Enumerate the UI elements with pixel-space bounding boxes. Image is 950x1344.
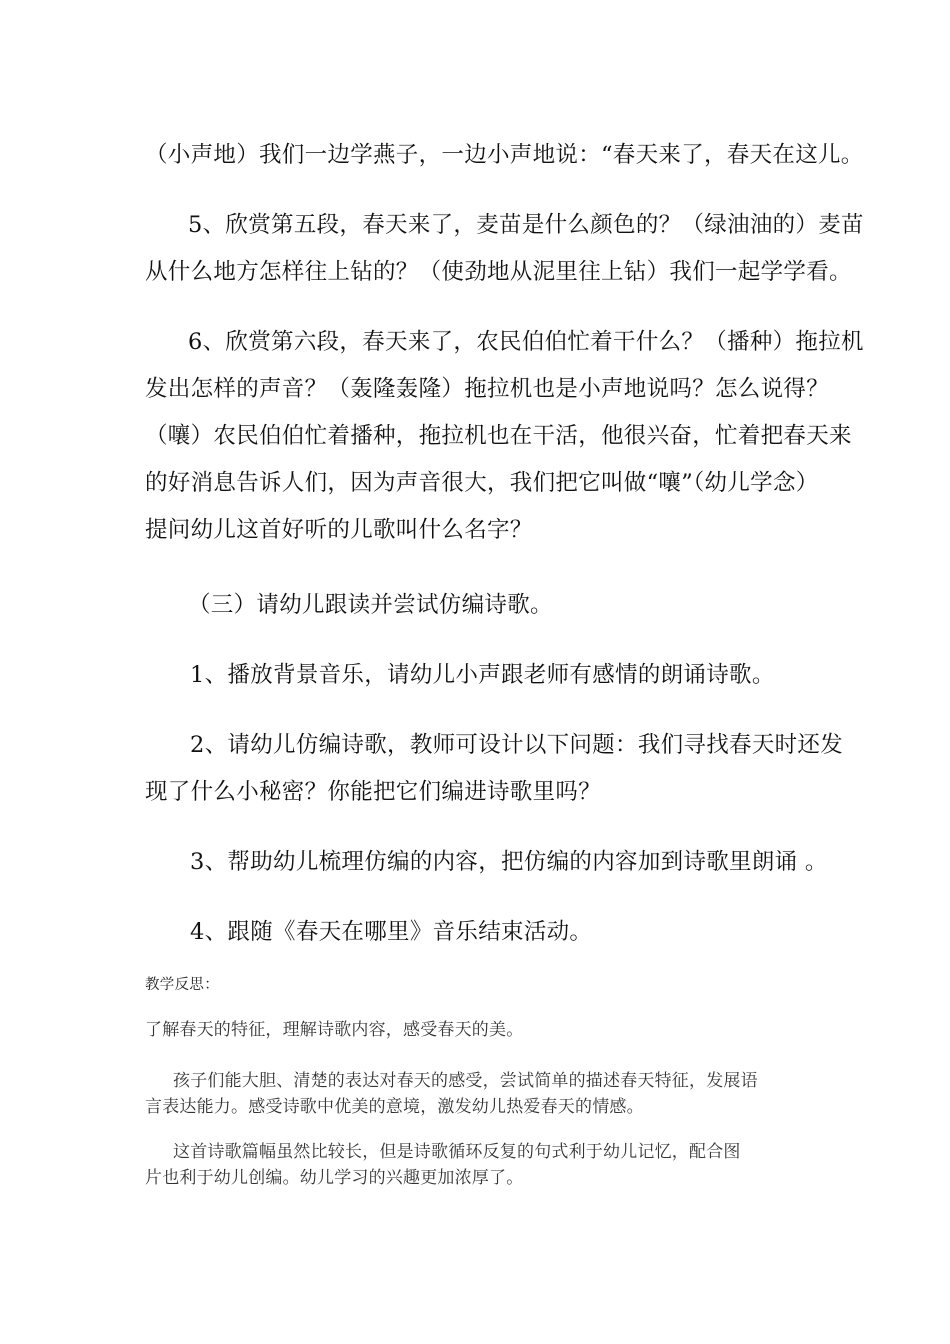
paragraph-line: 发出怎样的声音？（轰隆轰隆）拖拉机也是小声地说吗？怎么说得？ [145,376,830,402]
paragraph-line: 1、播放背景音乐，请幼儿小声跟老师有感情的朗诵诗歌。 [190,662,775,688]
reflection-line: 言表达能力。感受诗歌中优美的意境，激发幼儿热爱春天的情感。 [145,1097,644,1117]
paragraph-line: 从什么地方怎样往上钻的？（使劲地从泥里往上钻）我们一起学学看。 [145,259,852,285]
reflection-line: 片也利于幼儿创编。幼儿学习的兴趣更加浓厚了。 [145,1168,524,1188]
paragraph-line: 4、跟随《春天在哪里》音乐结束活动。 [190,919,593,945]
paragraph-line: 现了什么小秘密？你能把它们编进诗歌里吗？ [145,779,602,805]
reflection-line: 这首诗歌篇幅虽然比较长，但是诗歌循环反复的句式利于幼儿记忆，配合图 [173,1142,741,1162]
paragraph-line: 5、欣赏第五段，春天来了，麦苗是什么颜色的？（绿油油的）麦苗 [188,212,864,238]
reflection-line: 孩子们能大胆、清楚的表达对春天的感受，尝试简单的描述春天特征，发展语 [173,1071,758,1091]
reflection-label: 教学反思： [145,977,219,993]
paragraph-line: 2、请幼儿仿编诗歌，教师可设计以下问题：我们寻找春天时还发 [190,732,844,758]
paragraph-line: 提问幼儿这首好听的儿歌叫什么名字？ [145,517,533,543]
reflection-line: 了解春天的特征，理解诗歌内容，感受春天的美。 [145,1020,524,1040]
paragraph-line: （嚷）农民伯伯忙着播种，拖拉机也在干活，他很兴奋，忙着把春天来 [145,423,852,449]
section-heading: （三）请幼儿跟读并尝试仿编诗歌。 [188,592,553,618]
paragraph-line: 3、帮助幼儿梳理仿编的内容，把仿编的内容加到诗歌里朗诵 。 [190,849,828,875]
paragraph-line: 的好消息告诉人们，因为声音很大，我们把它叫做“嚷”（幼儿学念） [145,470,819,496]
paragraph-line: （小声地）我们一边学燕子，一边小声地说：“春天来了，春天在这儿。 [145,142,864,168]
paragraph-line: 6、欣赏第六段，春天来了，农民伯伯忙着干什么？（播种）拖拉机 [188,329,864,355]
